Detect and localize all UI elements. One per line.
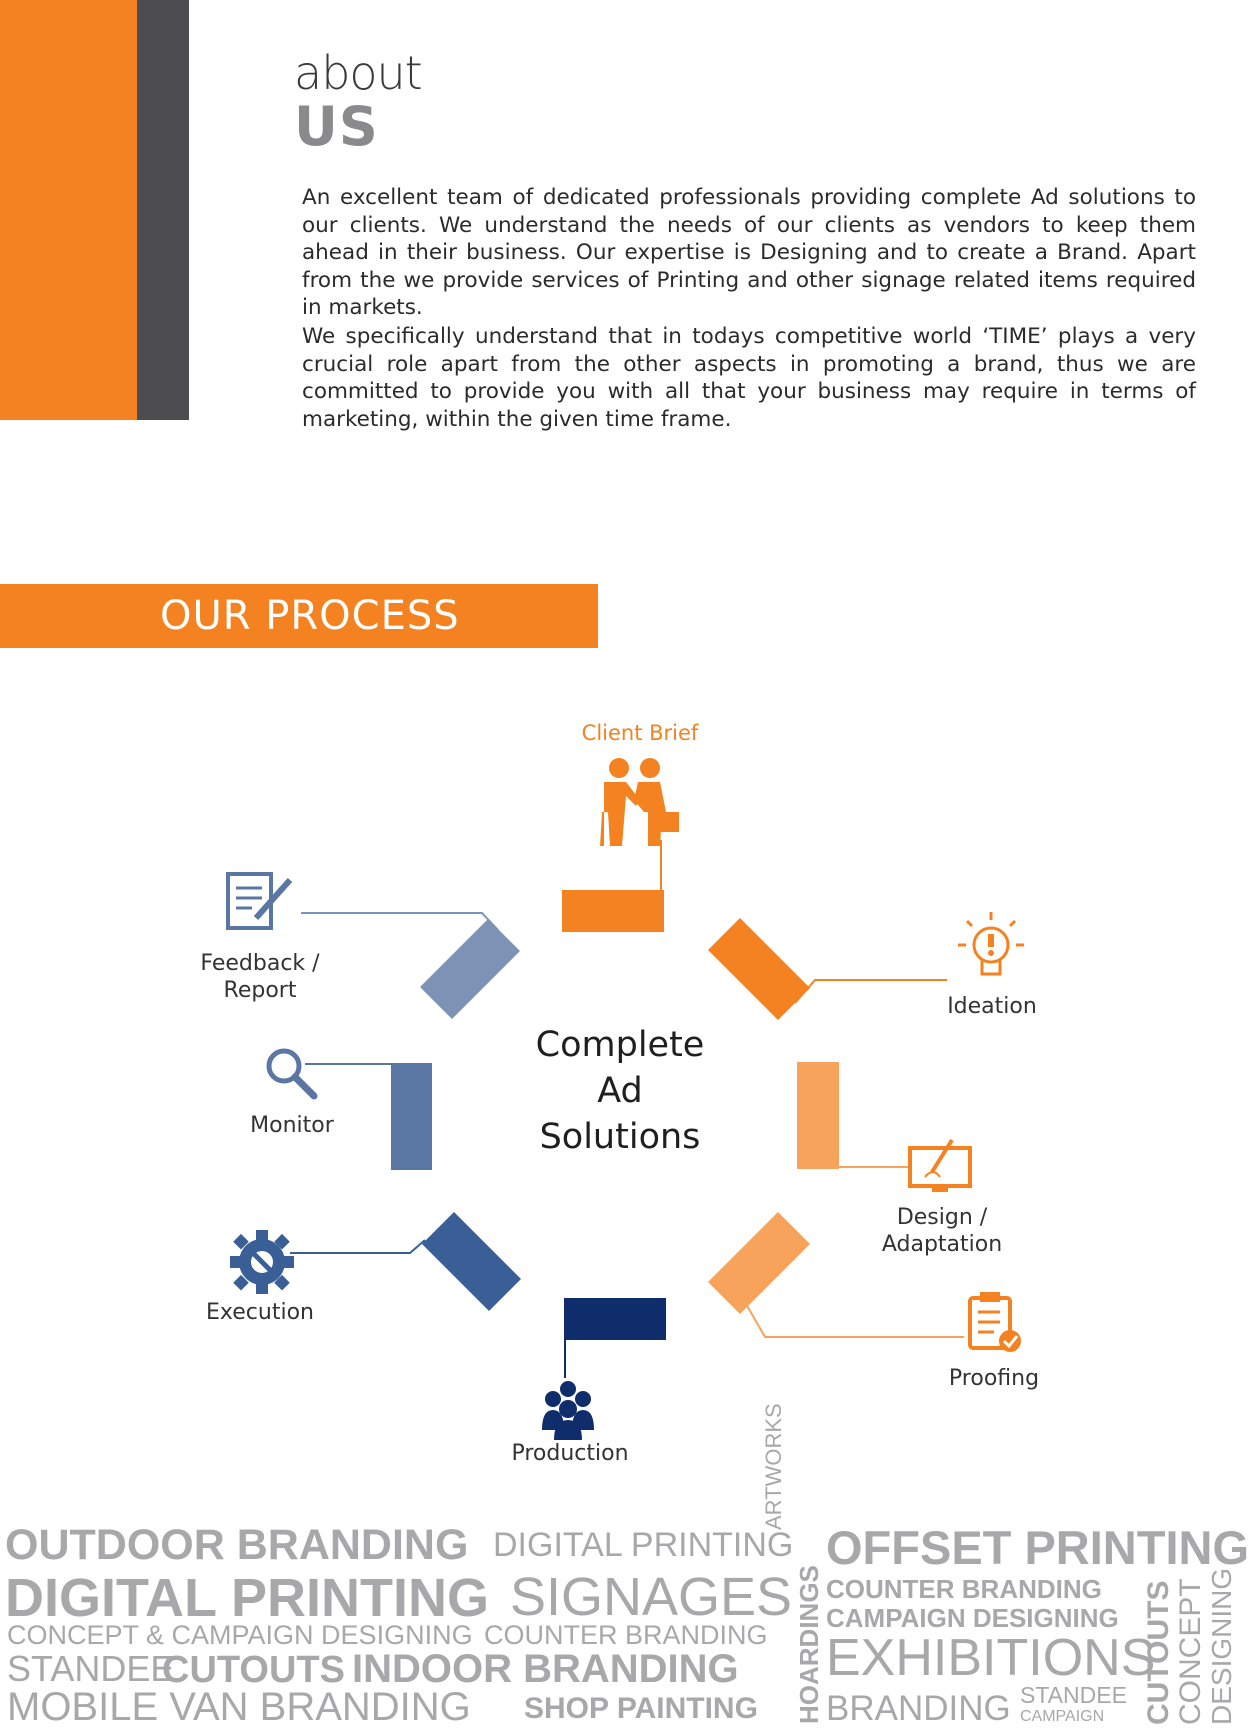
word-campaign: CAMPAIGN — [1020, 1708, 1105, 1725]
execution-label: Execution — [206, 1300, 314, 1325]
about-paragraph-2: We specifically understand that in todays competitive world ‘TIME’ plays a very crucial role apart from the other aspects in promoting a brand, thus we are committed to provide you with all that your business may require in terms of marketing, within the given time frame. — [302, 324, 1196, 432]
production-segment — [564, 1298, 666, 1340]
ideation-segment — [708, 918, 810, 1020]
monitor-design-icon — [910, 1140, 970, 1192]
gear-wrench-icon — [230, 1230, 294, 1294]
word-digital-printing-2: DIGITAL PRINTING — [5, 1568, 489, 1628]
center-line-3: Solutions — [539, 1117, 701, 1157]
word-branding: BRANDING — [826, 1689, 1011, 1728]
word-concept-campaign: CONCEPT & CAMPAIGN DESIGNING — [7, 1620, 473, 1650]
word-offset-printing: OFFSET PRINTING — [826, 1521, 1249, 1574]
word-campaign-designing: CAMPAIGN DESIGNING — [826, 1603, 1119, 1633]
ideation-label: Ideation — [947, 994, 1037, 1019]
design-segment — [797, 1062, 839, 1169]
word-counter-branding-2: COUNTER BRANDING — [484, 1620, 768, 1650]
word-exhibitions: EXHIBITIONS — [826, 1629, 1156, 1687]
execution-segment — [422, 1212, 521, 1311]
word-cutouts-1: CUTOUTS — [162, 1649, 345, 1691]
production-label: Production — [511, 1441, 629, 1466]
about-paragraph-1: An excellent team of dedicated professionals providing complete Ad solutions to our clients. We understand the needs of our clients as vendors to keep them ahead in their business. Our expertise is Designing and to create a Brand. Apart from the we provide services of Printing and other signage related items required in markets. — [302, 185, 1196, 320]
word-artworks: ARTWORKS — [761, 1403, 786, 1530]
word-digital-printing-1: DIGITAL PRINTING — [493, 1526, 794, 1564]
word-hoardings: HOARDINGS — [794, 1565, 824, 1724]
design-label-line1: Design / — [896, 1205, 988, 1230]
feedback-label-line2: Report — [223, 978, 297, 1003]
word-standee-1: STANDEE — [7, 1648, 175, 1689]
center-line-2: Ad — [597, 1071, 643, 1111]
magnifier-icon — [269, 1051, 314, 1096]
center-label — [520, 1022, 720, 1160]
word-mobile-van-branding: MOBILE VAN BRANDING — [7, 1685, 471, 1729]
client-brief-label: Client Brief — [581, 721, 699, 745]
about-heading-bottom: US — [294, 95, 379, 158]
design-label-line2: Adaptation — [881, 1232, 1003, 1257]
word-concept: CONCEPT — [1174, 1578, 1207, 1725]
word-outdoor-branding: OUTDOOR BRANDING — [5, 1521, 469, 1569]
report-icon — [228, 874, 290, 928]
feedback-label-line1: Feedback / — [200, 951, 320, 976]
word-designing: DESIGNING — [1206, 1567, 1237, 1725]
handshake-icon — [600, 758, 679, 846]
about-heading-top: about — [294, 46, 422, 100]
word-indoor-branding: INDOOR BRANDING — [352, 1647, 739, 1691]
word-standee-2: STANDEE — [1020, 1682, 1127, 1708]
process-title: OUR PROCESS — [160, 593, 460, 639]
client-brief-segment — [562, 890, 664, 932]
word-signages: SIGNAGES — [510, 1567, 793, 1627]
word-counter-branding-1: COUNTER BRANDING — [826, 1574, 1102, 1604]
monitor-label: Monitor — [250, 1113, 334, 1138]
center-line-1: Complete — [535, 1025, 705, 1065]
monitor-segment — [391, 1063, 432, 1170]
feedback-segment — [420, 919, 520, 1019]
clipboard-check-icon — [970, 1292, 1021, 1352]
word-cutouts-2: CUTOUTS — [1142, 1580, 1175, 1725]
word-shop-painting: SHOP PAINTING — [524, 1692, 758, 1725]
proofing-segment — [708, 1212, 810, 1314]
proofing-label: Proofing — [948, 1366, 1040, 1391]
team-icon — [542, 1381, 594, 1440]
